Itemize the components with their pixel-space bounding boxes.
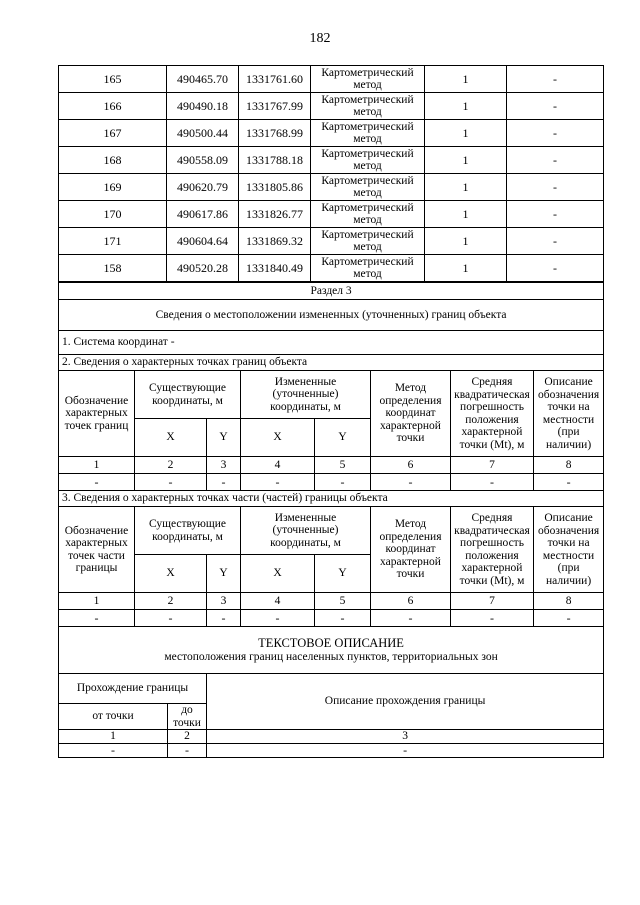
point-number: 170 (59, 201, 167, 228)
error-cell: 1 (425, 66, 507, 93)
coord-y: 1331788.18 (239, 147, 311, 174)
col-number: 1 (59, 457, 135, 474)
points-row (59, 201, 604, 228)
desc-cell: - (507, 228, 604, 255)
col-x-changed-header: X (241, 555, 315, 593)
coord-x: 490558.09 (167, 147, 239, 174)
coord-y: 1331805.86 (239, 174, 311, 201)
text-description-title: ТЕКСТОВОЕ ОПИСАНИЕ (258, 636, 404, 651)
coord-y: 1331826.77 (239, 201, 311, 228)
points-row (59, 174, 604, 201)
coord-x: 490465.70 (167, 66, 239, 93)
col-number: 8 (534, 457, 604, 474)
col-number: 5 (315, 457, 371, 474)
col-number: 3 (207, 730, 604, 744)
col-designation-header: Обозначение характерных точек границ (59, 371, 135, 457)
cell-dash: - (135, 474, 207, 491)
cell-dash: - (59, 474, 135, 491)
col-changed-header: Измененные (уточненные) координаты, м (241, 507, 371, 555)
col-x-changed-header: X (241, 419, 315, 457)
desc-cell: - (507, 147, 604, 174)
cell-dash: - (371, 610, 451, 627)
empty-data-row (59, 474, 604, 491)
col-y-header: Y (207, 555, 241, 593)
method-cell: Картометрический метод (311, 201, 425, 228)
passage-header: Прохождение границы (59, 674, 207, 704)
cell-dash: - (135, 610, 207, 627)
method-cell: Картометрический метод (311, 120, 425, 147)
point-number: 167 (59, 120, 167, 147)
from-point-header: от точки (59, 704, 168, 730)
points-table-body (59, 66, 604, 282)
col-number: 2 (168, 730, 207, 744)
desc-cell: - (507, 174, 604, 201)
col-number: 1 (59, 730, 168, 744)
cell-dash: - (207, 474, 241, 491)
points-row (59, 228, 604, 255)
error-cell: 1 (425, 93, 507, 120)
col-number: 2 (135, 593, 207, 610)
col-number: 4 (241, 457, 315, 474)
to-point-header: до точки (168, 704, 207, 730)
col-y-changed-header: Y (315, 555, 371, 593)
col-changed-header: Измененные (уточненные) координаты, м (241, 371, 371, 419)
error-cell: 1 (425, 147, 507, 174)
method-cell: Картометрический метод (311, 174, 425, 201)
text-description-subtitle: местоположения границ населенных пунктов, территориальных зон (164, 651, 498, 664)
cell-dash: - (315, 610, 371, 627)
col-y-header: Y (207, 419, 241, 457)
cell-dash: - (315, 474, 371, 491)
point-number: 169 (59, 174, 167, 201)
text-empty-row (59, 744, 604, 758)
points-table (58, 65, 604, 282)
col-error-header: Средняя квадратическая погрешность положения характерной точки (Mt), м (451, 371, 534, 457)
coord-x: 490520.28 (167, 255, 239, 282)
method-cell: Картометрический метод (311, 93, 425, 120)
cell-dash: - (59, 610, 135, 627)
col-x-header: X (135, 419, 207, 457)
method-cell: Картометрический метод (311, 255, 425, 282)
coord-y: 1331767.99 (239, 93, 311, 120)
col-number: 8 (534, 593, 604, 610)
col-y-changed-header: Y (315, 419, 371, 457)
empty-data-row (59, 610, 604, 627)
column-numbers-row (59, 457, 604, 474)
col-desc-header: Описание обозначения точки на местности (при наличии) (534, 371, 604, 457)
col-x-header: X (135, 555, 207, 593)
col-existing-header: Существующие координаты, м (135, 507, 241, 555)
desc-cell: - (507, 66, 604, 93)
desc-cell: - (507, 201, 604, 228)
method-cell: Картометрический метод (311, 66, 425, 93)
cell-dash: - (168, 744, 207, 758)
col-number: 3 (207, 457, 241, 474)
col-number: 5 (315, 593, 371, 610)
coord-x: 490617.86 (167, 201, 239, 228)
cell-dash: - (241, 474, 315, 491)
error-cell: 1 (425, 255, 507, 282)
point-number: 166 (59, 93, 167, 120)
point-number: 171 (59, 228, 167, 255)
coord-x: 490500.44 (167, 120, 239, 147)
text-col-numbers-row (59, 730, 604, 744)
points-heading: 2. Сведения о характерных точках границ объекта (59, 355, 604, 371)
col-number: 1 (59, 593, 135, 610)
cell-dash: - (371, 474, 451, 491)
cell-dash: - (534, 610, 604, 627)
cell-dash: - (451, 610, 534, 627)
desc-cell: - (507, 120, 604, 147)
coord-x: 490620.79 (167, 174, 239, 201)
desc-cell: - (507, 255, 604, 282)
page-number: 182 (309, 31, 331, 46)
cell-dash: - (241, 610, 315, 627)
col-number: 4 (241, 593, 315, 610)
points-row (59, 120, 604, 147)
error-cell: 1 (425, 120, 507, 147)
points-row (59, 66, 604, 93)
col-method-header: Метод определения координат характерной точки (371, 371, 451, 457)
col-number: 3 (207, 593, 241, 610)
col-method-header: Метод определения координат характерной точки (371, 507, 451, 593)
points-row (59, 255, 604, 282)
text-description-header (59, 627, 604, 674)
coord-y: 1331840.49 (239, 255, 311, 282)
point-number: 158 (59, 255, 167, 282)
col-existing-header: Существующие координаты, м (135, 371, 241, 419)
col-error-header: Средняя квадратическая погрешность положения характерной точки (Mt), м (451, 507, 534, 593)
coord-y: 1331768.99 (239, 120, 311, 147)
coord-system-row: 1. Система координат - (59, 331, 604, 355)
point-number: 168 (59, 147, 167, 174)
col-number: 7 (451, 593, 534, 610)
cell-dash: - (451, 474, 534, 491)
cell-dash: - (534, 474, 604, 491)
section-title: Раздел 3 (59, 283, 604, 300)
column-numbers-row (59, 593, 604, 610)
method-cell: Картометрический метод (311, 228, 425, 255)
col-number: 6 (371, 593, 451, 610)
coord-x: 490490.18 (167, 93, 239, 120)
parts-heading: 3. Сведения о характерных точках части (частей) границы объекта (59, 491, 604, 507)
cell-dash: - (207, 744, 604, 758)
error-cell: 1 (425, 174, 507, 201)
coord-x: 490604.64 (167, 228, 239, 255)
cell-dash: - (59, 744, 168, 758)
col-number: 6 (371, 457, 451, 474)
error-cell: 1 (425, 228, 507, 255)
col-desc-header: Описание обозначения точки на местности (при наличии) (534, 507, 604, 593)
points-row (59, 93, 604, 120)
points-row (59, 147, 604, 174)
passage-description-header: Описание прохождения границы (207, 674, 604, 730)
cell-dash: - (207, 610, 241, 627)
col-number: 2 (135, 457, 207, 474)
section3-table (58, 282, 604, 758)
coord-y: 1331761.60 (239, 66, 311, 93)
point-number: 165 (59, 66, 167, 93)
method-cell: Картометрический метод (311, 147, 425, 174)
section-subtitle: Сведения о местоположении измененных (уточненных) границ объекта (59, 300, 604, 331)
coord-y: 1331869.32 (239, 228, 311, 255)
error-cell: 1 (425, 201, 507, 228)
col-designation-part-header: Обозначение характерных точек части границы (59, 507, 135, 593)
desc-cell: - (507, 93, 604, 120)
col-number: 7 (451, 457, 534, 474)
